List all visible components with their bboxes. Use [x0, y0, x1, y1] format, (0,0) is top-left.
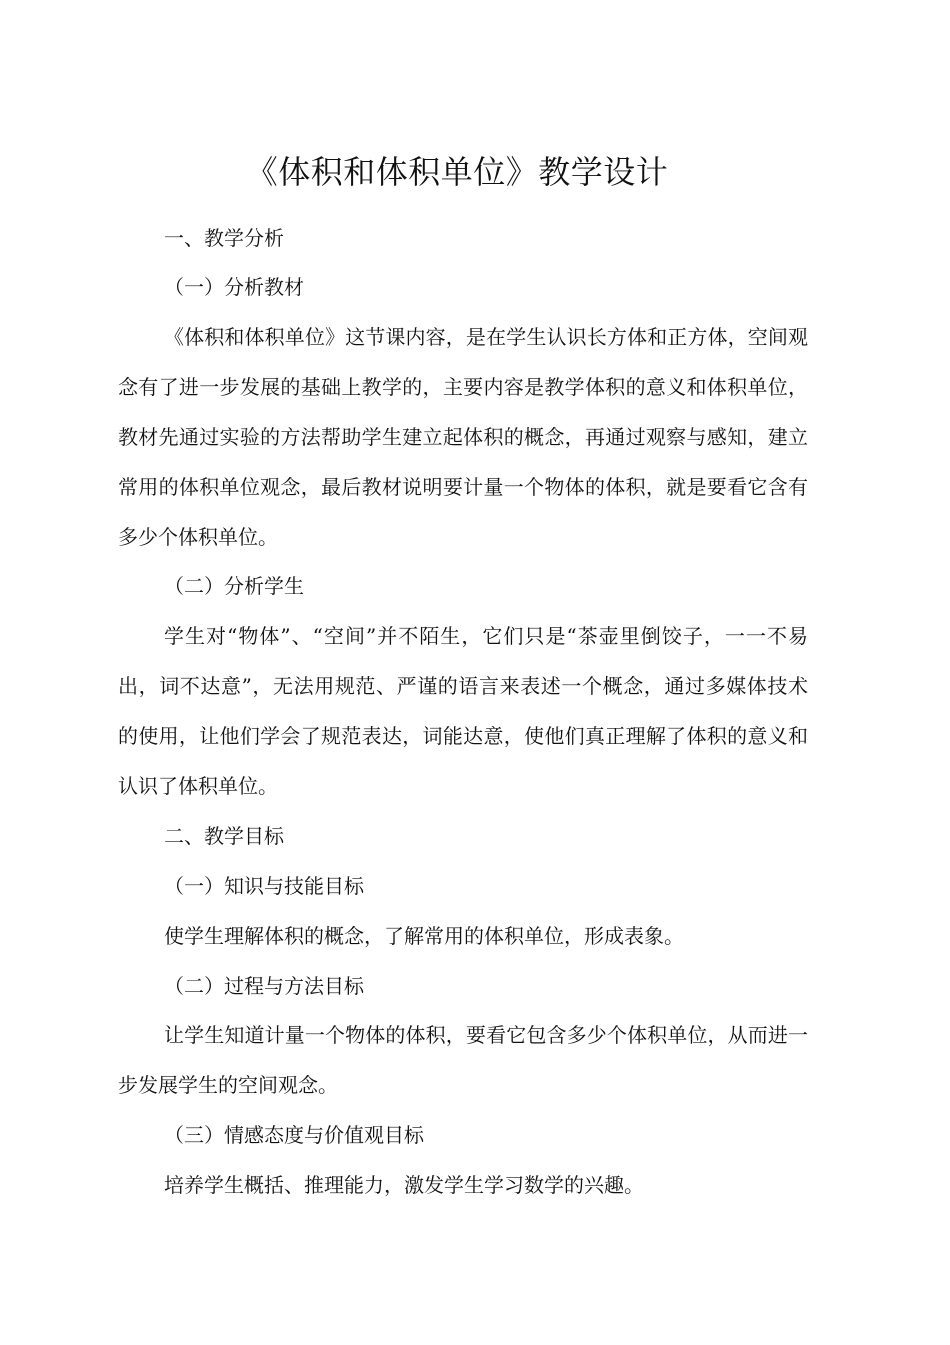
section-heading-teaching-analysis: 一、教学分析 [164, 226, 284, 250]
subsection-heading-process-method: （二）过程与方法目标 [164, 974, 364, 998]
document-title: 《体积和体积单位》教学设计 [245, 153, 669, 191]
subsection-heading-analyze-students: （二）分析学生 [164, 574, 304, 598]
paragraph-analyze-textbook: 《体积和体积单位》这节课内容，是在学生认识长方体和正方体，空间观念有了进一步发展的基础上教学的，主要内容是教学体积的意义和体积单位，教材先通过实验的方法帮助学生建立起体积的概念，再通过观察与感知，建立常用的体积单位观念，最后教材说明要计量一个物体的体积，就是要看它含有多少个体积单位。 [118, 325, 808, 549]
paragraph-knowledge-skills: 使学生理解体积的概念，了解常用的体积单位，形成表象。 [164, 924, 684, 948]
paragraph-emotion-values: 培养学生概括、推理能力，激发学生学习数学的兴趣。 [164, 1173, 644, 1197]
paragraph-process-method: 让学生知道计量一个物体的体积，要看它包含多少个体积单位，从而进一步发展学生的空间观念。 [118, 1023, 808, 1097]
subsection-heading-knowledge-skills: （一）知识与技能目标 [164, 874, 364, 898]
paragraph-analyze-students: 学生对“物体”、“空间”并不陌生，它们只是“茶壶里倒饺子，一一不易出，词不达意”，无法用规范、严谨的语言来表述一个概念，通过多媒体技术的使用，让他们学会了规范表达，词能达意，使他们真正理解了体积的意义和认识了体积单位。 [118, 624, 808, 798]
subsection-heading-emotion-values: （三）情感态度与价值观目标 [164, 1123, 424, 1147]
section-heading-teaching-goals: 二、教学目标 [164, 824, 284, 848]
subsection-heading-analyze-textbook: （一）分析教材 [164, 275, 304, 299]
